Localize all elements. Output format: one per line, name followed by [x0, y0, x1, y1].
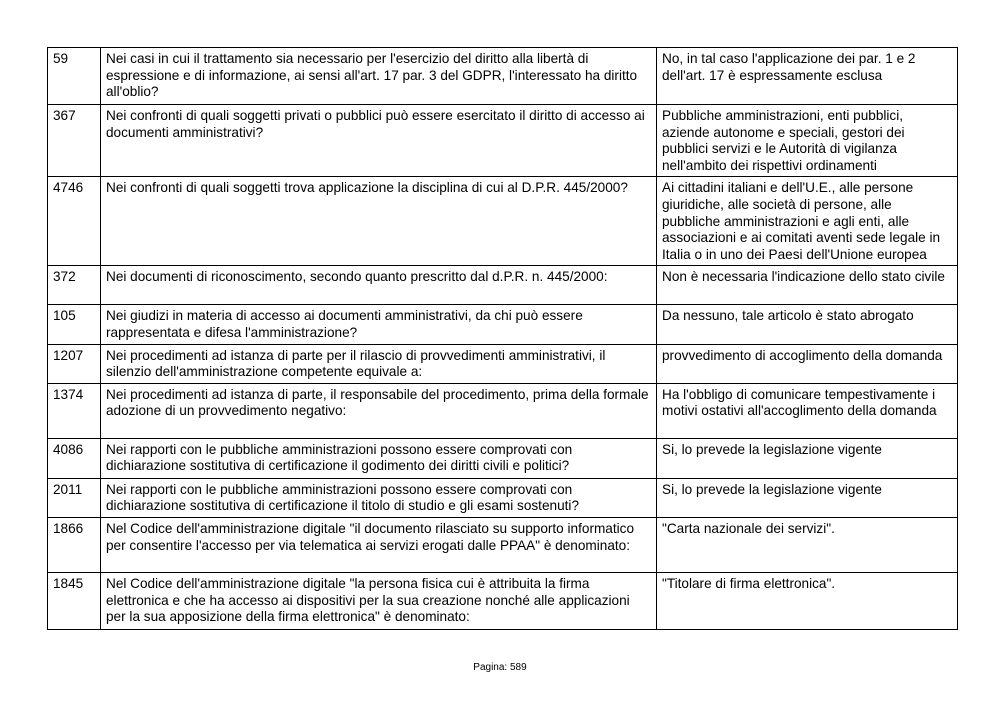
row-number: 105: [48, 305, 101, 344]
question-text: Nei giudizi in materia di accesso ai documenti amministrativi, da chi può essere rappresentata e difesa l'amministrazione?: [101, 305, 657, 344]
table-row: [48, 572, 958, 629]
table-row: [48, 383, 958, 438]
answer-text: Ai cittadini italiani e dell'U.E., alle persone giuridiche, alle società di persone, alle pubbliche amministrazioni e agli enti, alle associazioni e ai comitati aventi sede legale in Italia o in uno dei Paesi dell'Unione europea: [657, 177, 958, 266]
answer-text: Pubbliche amministrazioni, enti pubblici, aziende autonome e speciali, gestori dei pubblici servizi e le Autorità di vigilanza nell'ambito dei rispettivi ordinamenti: [657, 105, 958, 177]
question-table-body: [48, 48, 958, 630]
answer-text: Non è necessaria l'indicazione dello stato civile: [657, 266, 958, 305]
row-number: 4746: [48, 177, 101, 266]
row-number: 59: [48, 48, 101, 105]
table-row: [48, 48, 958, 105]
table-row: [48, 438, 958, 478]
answer-text: Ha l'obbligo di comunicare tempestivamente i motivi ostativi all'accoglimento della domanda: [657, 383, 958, 438]
answer-text: Si, lo prevede la legislazione vigente: [657, 478, 958, 517]
question-text: Nei rapporti con le pubbliche amministrazioni possono essere comprovati con dichiarazione sostitutiva di certificazione il godimento dei diritti civili e politici?: [101, 438, 657, 478]
row-number: 4086: [48, 438, 101, 478]
question-text: Nei confronti di quali soggetti privati o pubblici può essere esercitato il diritto di accesso ai documenti amministrativi?: [101, 105, 657, 177]
question-text: Nei rapporti con le pubbliche amministrazioni possono essere comprovati con dichiarazione sostitutiva di certificazione il titolo di studio e gli esami sostenuti?: [101, 478, 657, 517]
row-number: 1866: [48, 517, 101, 572]
answer-text: No, in tal caso l'applicazione dei par. 1 e 2 dell'art. 17 è espressamente esclusa: [657, 48, 958, 105]
question-text: Nel Codice dell'amministrazione digitale "il documento rilasciato su supporto informatico per consentire l'accesso per via telematica ai servizi erogati dalle PPAA" è denominato:: [101, 517, 657, 572]
question-text: Nei confronti di quali soggetti trova applicazione la disciplina di cui al D.P.R. 445/2000?: [101, 177, 657, 266]
answer-text: provvedimento di accoglimento della domanda: [657, 344, 958, 383]
question-text: Nei procedimenti ad istanza di parte, il responsabile del procedimento, prima della formale adozione di un provvedimento negativo:: [101, 383, 657, 438]
table-row: [48, 266, 958, 305]
answer-text: "Carta nazionale dei servizi".: [657, 517, 958, 572]
row-number: 1845: [48, 572, 101, 629]
question-text: Nei casi in cui il trattamento sia necessario per l'esercizio del diritto alla libertà di espressione e di informazione, ai sensi all'art. 17 par. 3 del GDPR, l'interessato ha diritto all'oblio?: [101, 48, 657, 105]
table-row: [48, 105, 958, 177]
table-row: [48, 478, 958, 517]
table-row: [48, 517, 958, 572]
table-row: [48, 344, 958, 383]
table-row: [48, 305, 958, 344]
page-number: Pagina: 589: [473, 662, 527, 673]
answer-text: "Titolare di firma elettronica".: [657, 572, 958, 629]
answer-text: Da nessuno, tale articolo è stato abrogato: [657, 305, 958, 344]
question-text: Nei procedimenti ad istanza di parte per il rilascio di provvedimenti amministrativi, il silenzio dell'amministrazione competente equivale a:: [101, 344, 657, 383]
row-number: 2011: [48, 478, 101, 517]
row-number: 372: [48, 266, 101, 305]
question-table: [47, 47, 958, 630]
row-number: 1374: [48, 383, 101, 438]
table-row: [48, 177, 958, 266]
row-number: 1207: [48, 344, 101, 383]
answer-text: Si, lo prevede la legislazione vigente: [657, 438, 958, 478]
question-text: Nei documenti di riconoscimento, secondo quanto prescritto dal d.P.R. n. 445/2000:: [101, 266, 657, 305]
question-text: Nel Codice dell'amministrazione digitale "la persona fisica cui è attribuita la firma elettronica e che ha accesso ai dispositivi per la sua creazione nonché alle applicazioni per la sua apposizione della firma elettronica" è denominato:: [101, 572, 657, 629]
row-number: 367: [48, 105, 101, 177]
